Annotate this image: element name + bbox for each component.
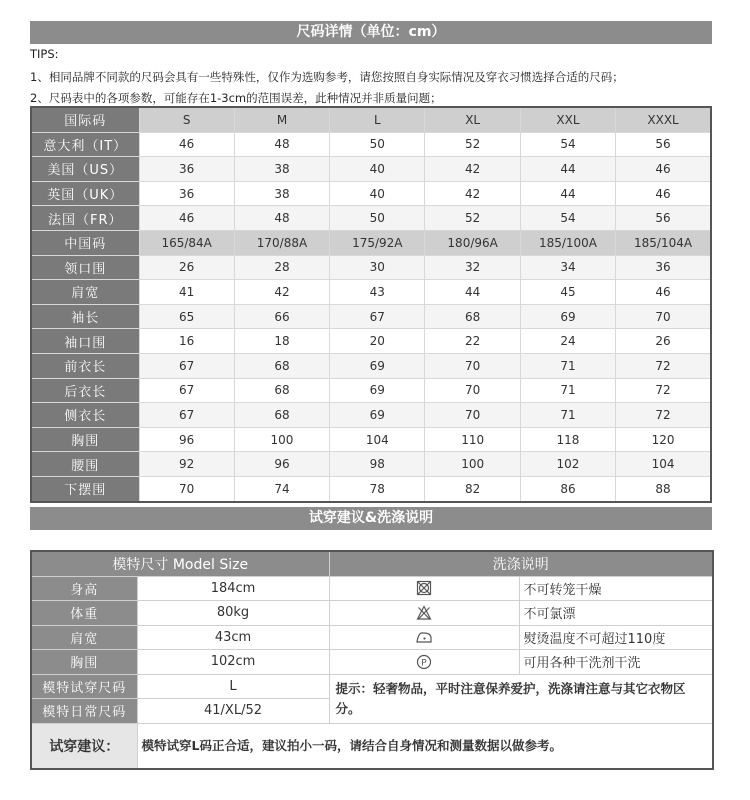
size-details-banner: 尺码详情（单位：cm） — [30, 21, 712, 44]
size-table-cell: 65 — [139, 304, 234, 329]
size-table-cell: 72 — [616, 403, 711, 428]
size-row-label: 前衣长 — [31, 353, 139, 378]
model-try-size-label: 模特试穿尺码 — [31, 674, 137, 699]
model-shoulder-value: 43cm — [137, 625, 329, 650]
size-table-cell: 44 — [520, 181, 615, 206]
size-table-cell: 69 — [330, 378, 425, 403]
model-wash-table — [30, 550, 714, 770]
size-row-label: 后衣长 — [31, 378, 139, 403]
size-table-cell: 48 — [234, 206, 329, 231]
size-table-cell: 26 — [139, 255, 234, 280]
size-table-cell: 67 — [139, 403, 234, 428]
size-table-cell: 96 — [234, 452, 329, 477]
size-row-label: 胸围 — [31, 427, 139, 452]
size-table-cell: 24 — [520, 329, 615, 354]
size-row-label: 腰围 — [31, 452, 139, 477]
size-table-cell: 41 — [139, 280, 234, 305]
model-daily-size-label: 模特日常尺码 — [31, 699, 137, 724]
model-size-header: 模特尺寸 Model Size — [31, 551, 329, 576]
size-table-cell: 71 — [520, 403, 615, 428]
fitting-washing-banner: 试穿建议&洗涤说明 — [30, 507, 712, 530]
size-table-cell: 69 — [520, 304, 615, 329]
size-table-cell: 185/104A — [616, 230, 711, 255]
size-table-row — [31, 280, 711, 305]
size-table-cell: 48 — [234, 132, 329, 157]
size-table-cell: 22 — [425, 329, 520, 354]
size-row-label: 下摆围 — [31, 476, 139, 501]
no-bleach-icon — [329, 601, 519, 626]
size-table — [30, 106, 712, 503]
size-table-cell: 180/96A — [425, 230, 520, 255]
size-table-cell: 42 — [234, 280, 329, 305]
size-table-cell: 26 — [616, 329, 711, 354]
size-table-cell: 118 — [520, 427, 615, 452]
size-row-label: 法国（FR） — [31, 206, 139, 231]
size-table-cell: 20 — [330, 329, 425, 354]
size-table-row — [31, 304, 711, 329]
size-table-cell: 86 — [520, 476, 615, 501]
size-table-cell: 46 — [139, 132, 234, 157]
size-header-row — [31, 107, 711, 132]
size-table-cell: 50 — [330, 132, 425, 157]
size-table-row — [31, 132, 711, 157]
tips-title: TIPS: — [30, 47, 59, 61]
size-table-cell: 98 — [330, 452, 425, 477]
size-row-label: 侧衣长 — [31, 403, 139, 428]
size-table-cell: 69 — [330, 403, 425, 428]
size-table-cell: 34 — [520, 255, 615, 280]
size-table-cell: 72 — [616, 353, 711, 378]
size-table-cell: 96 — [139, 427, 234, 452]
size-table-cell: 70 — [425, 378, 520, 403]
size-table-cell: 74 — [234, 476, 329, 501]
size-table-cell: 175/92A — [330, 230, 425, 255]
size-table-cell: 104 — [616, 452, 711, 477]
size-table-cell: 170/88A — [234, 230, 329, 255]
size-table-row — [31, 427, 711, 452]
size-table-cell: 70 — [139, 476, 234, 501]
size-table-cell: 100 — [425, 452, 520, 477]
size-table-cell: 30 — [330, 255, 425, 280]
size-table-cell: 36 — [139, 181, 234, 206]
model-height-label: 身高 — [31, 576, 137, 601]
model-chest-label: 胸围 — [31, 650, 137, 675]
size-table-cell: 104 — [330, 427, 425, 452]
no-tumble-dry-icon — [329, 576, 519, 601]
size-table-cell: 32 — [425, 255, 520, 280]
size-table-cell: 68 — [234, 403, 329, 428]
size-column-header: L — [330, 107, 425, 132]
size-table-row — [31, 255, 711, 280]
size-table-cell: 66 — [234, 304, 329, 329]
fitting-advice: 模特试穿L码正合适，建议拍小一码，请结合自身情况和测量数据以做参考。 — [137, 723, 713, 769]
size-table-cell: 100 — [234, 427, 329, 452]
size-table-cell: 43 — [330, 280, 425, 305]
advice-label: 试穿建议： — [31, 723, 137, 769]
size-column-header: XL — [425, 107, 520, 132]
size-table-cell: 68 — [425, 304, 520, 329]
size-table-cell: 54 — [520, 132, 615, 157]
size-table-cell: 71 — [520, 353, 615, 378]
iron-temperature-icon — [329, 625, 519, 650]
size-table-row — [31, 181, 711, 206]
size-row-label: 英国（UK） — [31, 181, 139, 206]
size-table-cell: 92 — [139, 452, 234, 477]
size-table-cell: 68 — [234, 353, 329, 378]
size-table-cell: 110 — [425, 427, 520, 452]
size-table-cell: 72 — [616, 378, 711, 403]
size-table-cell: 44 — [520, 157, 615, 182]
size-column-header: XXL — [520, 107, 615, 132]
size-table-cell: 46 — [616, 181, 711, 206]
size-column-header: S — [139, 107, 234, 132]
wash-instructions-header: 洗涤说明 — [329, 551, 713, 576]
size-table-cell: 45 — [520, 280, 615, 305]
size-table-cell: 68 — [234, 378, 329, 403]
size-table-cell: 54 — [520, 206, 615, 231]
size-table-cell: 46 — [616, 280, 711, 305]
size-table-cell: 67 — [139, 353, 234, 378]
size-table-cell: 52 — [425, 206, 520, 231]
size-table-cell: 78 — [330, 476, 425, 501]
size-table-cell: 52 — [425, 132, 520, 157]
size-row-label: 袖口围 — [31, 329, 139, 354]
size-table-cell: 70 — [425, 403, 520, 428]
size-table-row — [31, 329, 711, 354]
size-table-cell: 56 — [616, 132, 711, 157]
wash-text-4: 可用各种干洗剂干洗 — [519, 650, 713, 675]
size-table-cell: 46 — [139, 206, 234, 231]
care-tip: 提示：轻奢物品，平时注意保养爱护，洗涤请注意与其它衣物区分。 — [329, 674, 713, 723]
size-row-label: 意大利（IT） — [31, 132, 139, 157]
size-table-cell: 44 — [425, 280, 520, 305]
model-height-value: 184cm — [137, 576, 329, 601]
size-row-label: 肩宽 — [31, 280, 139, 305]
size-table-cell: 28 — [234, 255, 329, 280]
size-row-label: 美国（US） — [31, 157, 139, 182]
size-table-row — [31, 378, 711, 403]
size-table-cell: 67 — [139, 378, 234, 403]
size-table-cell: 36 — [139, 157, 234, 182]
size-column-header: M — [234, 107, 329, 132]
size-table-cell: 70 — [425, 353, 520, 378]
size-table-cell: 82 — [425, 476, 520, 501]
size-table-cell: 16 — [139, 329, 234, 354]
size-table-cell: 46 — [616, 157, 711, 182]
size-header-label: 国际码 — [31, 107, 139, 132]
size-row-label: 袖长 — [31, 304, 139, 329]
size-row-label: 中国码 — [31, 230, 139, 255]
size-table-cell: 56 — [616, 206, 711, 231]
model-weight-label: 体重 — [31, 601, 137, 626]
size-table-row — [31, 353, 711, 378]
size-table-cell: 71 — [520, 378, 615, 403]
size-table-row — [31, 230, 711, 255]
tips-line-2: 2、尺码表中的各项参数，可能存在1-3cm的范围误差，此种情况并非质量问题； — [30, 91, 442, 105]
size-table-cell: 165/84A — [139, 230, 234, 255]
size-table-cell: 185/100A — [520, 230, 615, 255]
size-table-cell: 120 — [616, 427, 711, 452]
model-try-size-value: L — [137, 674, 329, 699]
model-shoulder-label: 肩宽 — [31, 625, 137, 650]
size-table-row — [31, 403, 711, 428]
size-table-row — [31, 476, 711, 501]
size-table-row — [31, 157, 711, 182]
size-table-cell: 67 — [330, 304, 425, 329]
wash-text-3: 熨烫温度不可超过110度 — [519, 625, 713, 650]
size-table-cell: 40 — [330, 181, 425, 206]
size-table-cell: 18 — [234, 329, 329, 354]
size-table-row — [31, 206, 711, 231]
size-table-cell: 88 — [616, 476, 711, 501]
size-table-cell: 102 — [520, 452, 615, 477]
size-table-cell: 42 — [425, 181, 520, 206]
dry-clean-p-icon — [329, 650, 519, 675]
size-table-cell: 40 — [330, 157, 425, 182]
wash-text-1: 不可转笼干燥 — [519, 576, 713, 601]
size-table-cell: 50 — [330, 206, 425, 231]
size-table-cell: 70 — [616, 304, 711, 329]
size-table-cell: 38 — [234, 181, 329, 206]
size-table-cell: 42 — [425, 157, 520, 182]
tips-line-1: 1、相同品牌不同款的尺码会具有一些特殊性，仅作为选购参考，请您按照自身实际情况及穿衣习惯选择合适的尺码； — [30, 70, 624, 84]
model-weight-value: 80kg — [137, 601, 329, 626]
svg-text:P: P — [421, 658, 427, 669]
size-column-header: XXXL — [616, 107, 711, 132]
model-daily-size-value: 41/XL/52 — [137, 699, 329, 724]
size-table-row — [31, 452, 711, 477]
size-table-cell: 38 — [234, 157, 329, 182]
size-row-label: 领口围 — [31, 255, 139, 280]
model-chest-value: 102cm — [137, 650, 329, 675]
size-table-cell: 69 — [330, 353, 425, 378]
wash-text-2: 不可氯漂 — [519, 601, 713, 626]
size-table-cell: 36 — [616, 255, 711, 280]
